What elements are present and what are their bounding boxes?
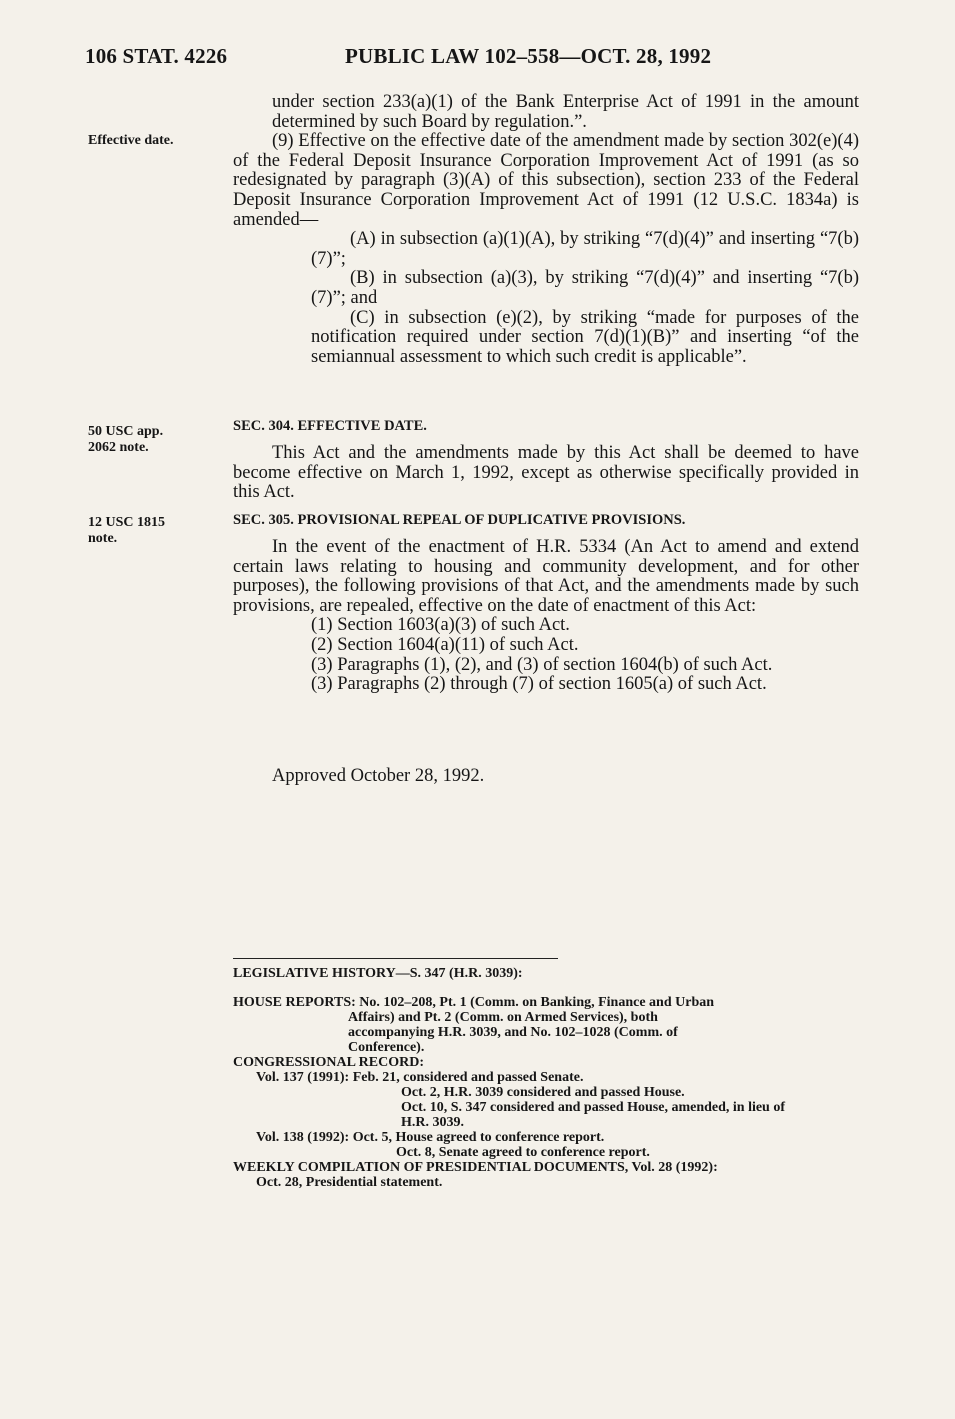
list-item-3: (3) Paragraphs (1), (2), and (3) of section 1604(b) of such Act. xyxy=(311,654,773,675)
congressional-record-heading: CONGRESSIONAL RECORD: xyxy=(233,1055,424,1070)
paragraph-continuation: under section 233(a)(1) of the Bank Enterprise Act of 1991 in the amount determined by such Board by regulation.”. xyxy=(272,92,859,132)
margin-note-12-usc-line1: 12 USC 1815 xyxy=(88,515,166,530)
section-305-text: In the event of the enactment of H.R. 5334 (An Act to amend and extend certain laws relating to housing and community development, and for other purposes), the following provisions of that Act, and the amendments made by such provisions, are repealed, effective on the date of enactment of this Act: xyxy=(233,537,859,616)
page-running-title: PUBLIC LAW 102–558—OCT. 28, 1992 xyxy=(345,44,712,68)
vol137-line1: Vol. 137 (1991): Feb. 21, considered and passed Senate. xyxy=(256,1070,584,1085)
margin-note-50-usc-line2: 2062 note. xyxy=(88,440,149,455)
legislative-history-title: LEGISLATIVE HISTORY—S. 347 (H.R. 3039): xyxy=(233,966,523,981)
margin-note-effective-date: Effective date. xyxy=(88,133,174,148)
list-item-2: (2) Section 1604(a)(11) of such Act. xyxy=(311,634,579,655)
list-item-1: (1) Section 1603(a)(3) of such Act. xyxy=(311,615,570,636)
body-text-top xyxy=(233,93,859,367)
margin-note-12-usc-line2: note. xyxy=(88,531,118,546)
section-divider-rule xyxy=(233,958,558,959)
section-304-text: This Act and the amendments made by this Act shall be deemed to have become effective on March 1, 1992, except as otherwise specifically provided in this Act. xyxy=(233,443,859,503)
vol138-line2: Oct. 8, Senate agreed to conference report. xyxy=(396,1145,650,1160)
weekly-compilation-line2: Oct. 28, Presidential statement. xyxy=(256,1175,443,1190)
section-304-body xyxy=(233,444,859,503)
subparagraph-a xyxy=(233,230,859,269)
paragraph-9: (9) Effective on the effective date of the amendment made by section 302(e)(4) of the Federal Deposit Insurance Corporation Improvement Act of 1991 (as so redesignated by paragraph (3)(A) of this subsection), section 233 of the Federal Deposit Insurance Corporation Improvement Act of 1991 (12 U.S.C. 1834a) is amended— xyxy=(233,131,859,230)
margin-note-12-usc xyxy=(88,515,165,547)
section-305-heading: SEC. 305. PROVISIONAL REPEAL OF DUPLICATIVE PROVISIONS. xyxy=(233,512,686,528)
list-item-4: (3) Paragraphs (2) through (7) of section 1605(a) of such Act. xyxy=(311,674,767,695)
legislative-history xyxy=(233,966,833,1190)
margin-note-50-usc xyxy=(88,424,163,456)
house-reports-line3: accompanying H.R. 3039, and No. 102–1028 (Comm. of xyxy=(348,1025,678,1040)
vol137-line3: Oct. 10, S. 347 considered and passed House, amended, in lieu of xyxy=(401,1100,786,1115)
subparagraph-b: (B) in subsection (a)(3), by striking “7(d)(4)” and inserting “7(b)(7)”; and xyxy=(311,268,859,308)
spacer xyxy=(233,981,833,995)
vol138-line1: Vol. 138 (1992): Oct. 5, House agreed to conference report. xyxy=(256,1130,605,1145)
approval-date: Approved October 28, 1992. xyxy=(272,766,485,786)
weekly-compilation-line1: WEEKLY COMPILATION OF PRESIDENTIAL DOCUMENTS, Vol. 28 (1992): xyxy=(233,1160,718,1175)
section-305-body xyxy=(233,538,859,695)
section-304-heading: SEC. 304. EFFECTIVE DATE. xyxy=(233,418,427,434)
house-reports-line2: Affairs) and Pt. 2 (Comm. on Armed Services), both xyxy=(348,1010,658,1025)
page-stat-number: 106 STAT. 4226 xyxy=(85,44,228,68)
subparagraph-a-text: (A) in subsection (a)(1)(A), by striking “7(d)(4)” and inserting “7(b)(7)”; xyxy=(311,229,859,269)
house-reports-line1: HOUSE REPORTS: No. 102–208, Pt. 1 (Comm. on Banking, Finance and Urban xyxy=(233,995,715,1010)
margin-note-50-usc-line1: 50 USC app. xyxy=(88,424,164,439)
house-reports-line4: Conference). xyxy=(348,1040,425,1055)
vol137-line4: H.R. 3039. xyxy=(401,1115,464,1130)
subparagraph-c: (C) in subsection (e)(2), by striking “made for purposes of the notification required under section 7(d)(1)(B)” and inserting “of the semiannual assessment to which such credit is applicable”. xyxy=(311,307,859,367)
vol137-line2: Oct. 2, H.R. 3039 considered and passed House. xyxy=(401,1085,685,1100)
